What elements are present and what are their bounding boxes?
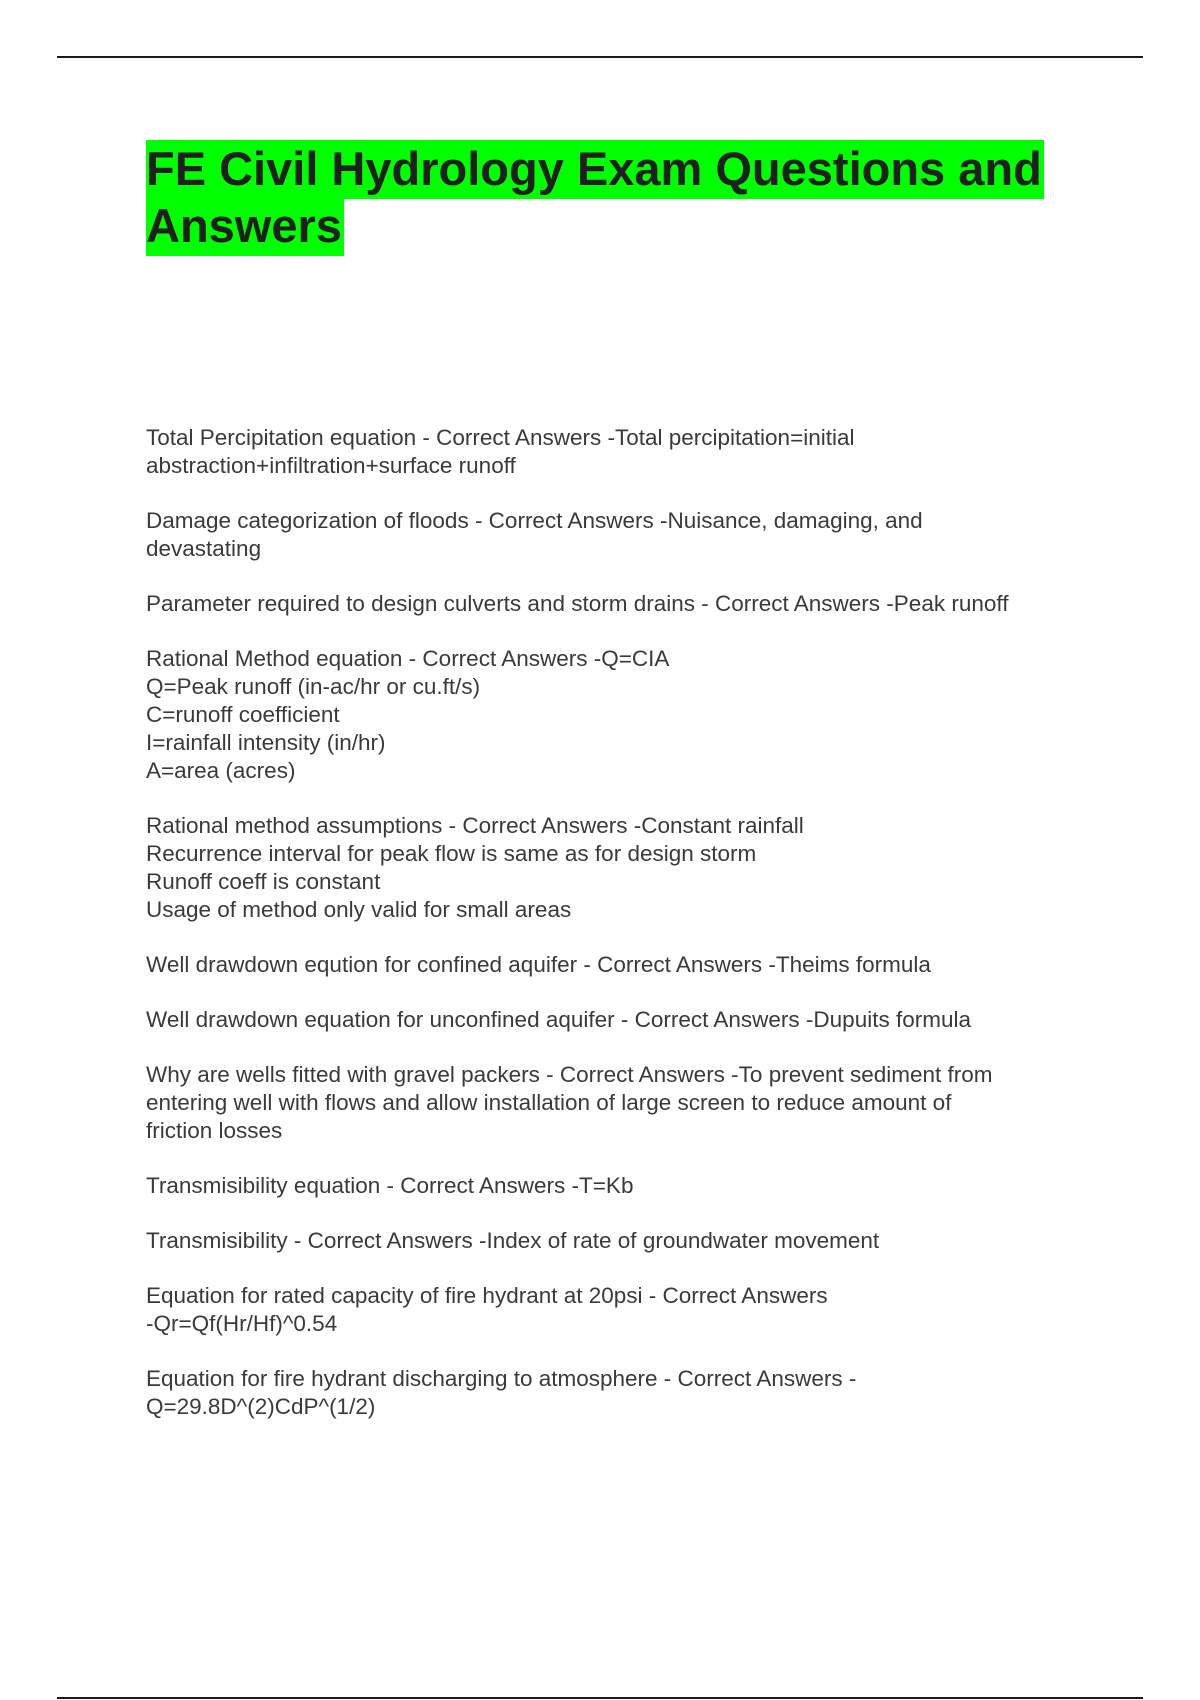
- qa-item-unconfined-aquifer: Well drawdown equation for unconfined aquifer - Correct Answers -Dupuits formula: [146, 1007, 971, 1032]
- qa-list: [146, 424, 1086, 1448]
- qa-item-hydrant-rated-capacity: Equation for rated capacity of fire hydrant at 20psi - Correct Answers -Qr=Qf(Hr/Hf)^0.54: [146, 1283, 828, 1336]
- qa-item-culvert-parameter: Parameter required to design culverts and storm drains - Correct Answers -Peak runoff: [146, 591, 1009, 616]
- qa-item-total-percipitation: Total Percipitation equation - Correct Answers -Total percipitation=initial abstraction+infiltration+surface runoff: [146, 425, 855, 478]
- footer-rule: [57, 1697, 1143, 1699]
- document-title: [146, 140, 1086, 254]
- qa-item-rational-method-equation: Rational Method equation - Correct Answers -Q=CIA Q=Peak runoff (in-ac/hr or cu.ft/s) C=runoff coefficient I=rainfall intensity (in/hr) A=area (acres): [146, 646, 670, 783]
- qa-item-gravel-packers: Why are wells fitted with gravel packers - Correct Answers -To prevent sediment from entering well with flows and allow installation of large screen to reduce amount of friction losses: [146, 1062, 993, 1143]
- qa-item-transmisibility: Transmisibility - Correct Answers -Index of rate of groundwater movement: [146, 1228, 880, 1253]
- qa-item-flood-damage: Damage categorization of floods - Correct Answers -Nuisance, damaging, and devastating: [146, 508, 923, 561]
- document-title-text: FE Civil Hydrology Exam Questions and Answers: [146, 140, 1044, 256]
- qa-item-hydrant-discharge: Equation for fire hydrant discharging to atmosphere - Correct Answers - Q=29.8D^(2)CdP^(1/2): [146, 1366, 857, 1419]
- qa-item-transmisibility-equation: Transmisibility equation - Correct Answers -T=Kb: [146, 1173, 634, 1198]
- qa-item-rational-method-assumptions: Rational method assumptions - Correct Answers -Constant rainfall Recurrence interval for peak flow is same as for design storm Runoff coeff is constant Usage of method only valid for small areas: [146, 813, 804, 922]
- qa-item-confined-aquifer: Well drawdown eqution for confined aquifer - Correct Answers -Theims formula: [146, 952, 931, 977]
- header-rule: [57, 56, 1143, 58]
